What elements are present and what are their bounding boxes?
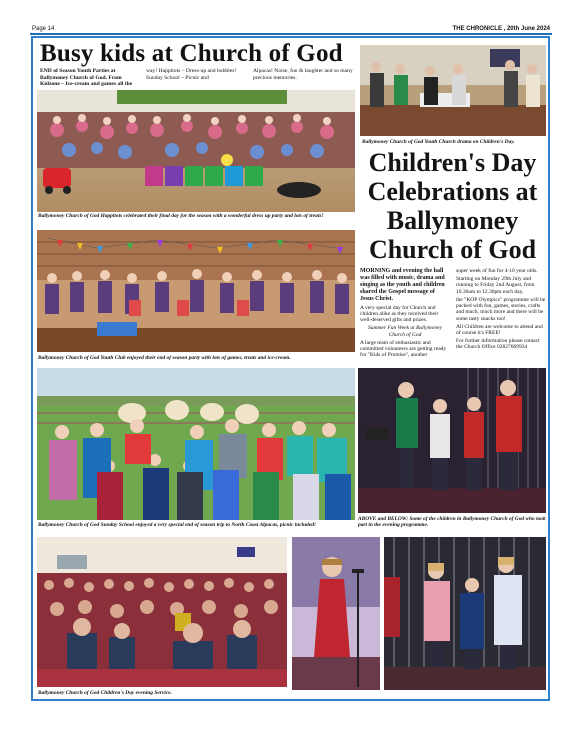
newspaper-dateline: THE CHRONICLE , 20th June 2024 <box>452 26 550 32</box>
article2-p4: Starting on Monday 29th July and running to Friday 2nd August, from 10.30am to 12.30pm each day, <box>456 275 535 295</box>
article2-p1: A very special day for Church and children alike as they received their well-deserved gifts and prizes. <box>360 304 439 324</box>
girl-singing-photo <box>292 537 380 690</box>
youth-club-party-photo <box>37 230 355 352</box>
youth-church-drama-photo <box>360 45 546 136</box>
caption-evening-service: Ballymoney Church of God Children's Day evening Service. <box>38 690 172 696</box>
article-column-2: way! Happitots – Dress-up and bubbles! Sunday School – Picnic and <box>146 68 237 81</box>
caption-youth-club: Ballymoney Church of God Youth Club enjoyed their end of season party with lots of games, treats and ice-cream. <box>38 355 291 361</box>
caption-sunday-school: Ballymoney Church of God Sunday School enjoyed a very special end of season trip to North Coast Alpacas, picnic included! <box>38 522 317 528</box>
article2-p2: A large team of enthusiastic and committed volunteers are getting ready for "Kids of Promise", another <box>360 339 447 359</box>
happitots-party-photo <box>37 90 355 212</box>
caption-above-below: ABOVE and BELOW: Some of the children in Ballymoney Church of God who took part in the evening programme. <box>358 516 546 529</box>
evening-service-photo <box>37 537 287 687</box>
caption-drama: Ballymoney Church of God Youth Church drama on Children's Day. <box>362 139 515 145</box>
sunday-school-alpacas-photo <box>37 368 355 520</box>
article2-column-2 <box>456 268 546 352</box>
article2-p7: For further information please contact the Church Office 02827669934 <box>456 338 540 351</box>
article2-subhead: Summer Fun Week at Ballymoney Church of God <box>367 325 443 338</box>
article2-title: Children's Day Celebrations at Ballymoney Church of God <box>367 148 538 264</box>
article-column-1: END of Season Youth Parties at Ballymoney Church of God. From Kidzone – Ice-cream and games all the <box>40 68 133 88</box>
page-number: Page 14 <box>32 26 55 32</box>
header-rule <box>30 33 552 35</box>
article-title: Busy kids at Church of God <box>40 40 343 67</box>
article2-p3: super week of fun for 4-10 year olds. <box>456 268 538 274</box>
article2-p6: All Children are welcome to attend and of course it's FREE! <box>456 323 543 337</box>
article2-lead: MORNING and evening the hall was filled with music, drama and singing as the youth and children shared the Gospel message of Jesus Christ. <box>360 268 445 302</box>
children-group-singing-photo <box>384 537 546 690</box>
article2-column-1 <box>360 268 450 360</box>
article-column-3: Alpacas! Noise, fun & laughter and so many precious memories. <box>253 68 353 81</box>
caption-happitots: Ballymoney Church of God Happitots celebrated their final day for the season with a wonderful dress up party and lots of treats! <box>38 213 324 219</box>
children-singing-photo <box>358 368 546 513</box>
article2-p5: the "KOP Olympics" programme will be packed with fun, games, stories, crafts and much, much more and there will be some tasty snacks too! <box>456 296 546 322</box>
